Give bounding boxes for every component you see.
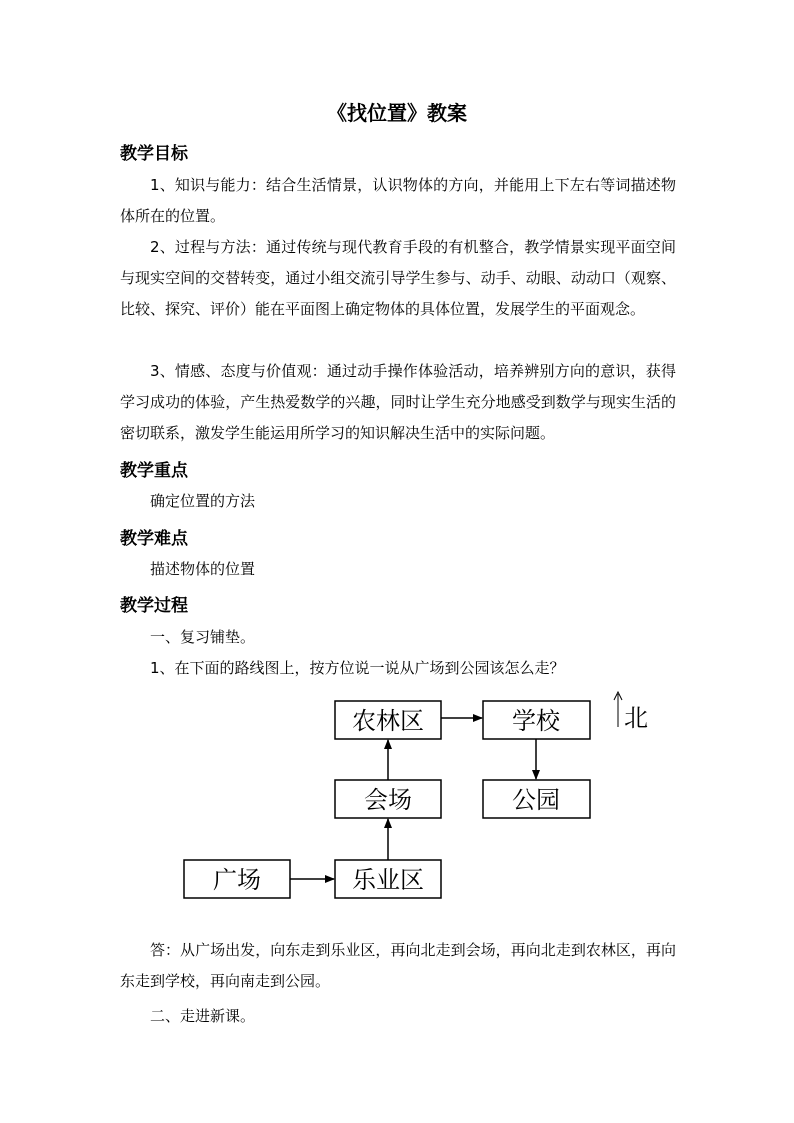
box-square-label: 广场 (213, 866, 261, 894)
box-nonglin-label: 农林区 (352, 707, 424, 735)
difficulty-text: 描述物体的位置 (150, 560, 256, 578)
box-leye (335, 860, 441, 898)
objective-item-2: 2、过程与方法：通过传统与现代教育手段的有机整合，教学情景实现平面空间与现实空间的交替转变，通过小组交流引导学生参与、动手、动眼、动动口（观察、比较、探究、评价）能在平面图上确定物体的具体位置，发展学生的平面观念。 (120, 238, 676, 318)
box-meeting-label: 会场 (364, 786, 412, 814)
document-title: 《找位置》教案 (327, 101, 467, 125)
key-point-heading: 教学重点 (120, 461, 188, 481)
box-school (483, 701, 590, 739)
objective-item-1: 1、知识与能力：结合生活情景，认识物体的方向，并能用上下左右等词描述物体所在的位置。 (120, 176, 676, 225)
box-park (483, 780, 590, 818)
key-point-text: 确定位置的方法 (150, 492, 256, 510)
box-square (184, 860, 290, 898)
objectives-heading: 教学目标 (120, 144, 188, 164)
box-leye-label: 乐业区 (352, 866, 424, 894)
difficulty-heading: 教学难点 (120, 529, 188, 549)
process-step-2: 二、走进新课。 (150, 1007, 256, 1025)
process-heading: 教学过程 (120, 596, 188, 616)
process-step-1: 一、复习铺垫。 (150, 628, 256, 646)
objective-item-3: 3、情感、态度与价值观：通过动手操作体验活动，培养辨别方向的意识，获得学习成功的体验，产生热爱数学的兴趣，同时让学生充分地感受到数学与现实生活的密切联系，激发学生能运用所学习的知识解决生活中的实际问题。 (120, 362, 676, 442)
box-school-label: 学校 (512, 707, 560, 735)
north-label: 北 (624, 704, 648, 732)
box-meeting (335, 780, 441, 818)
process-answer: 答：从广场出发，向东走到乐业区，再向北走到会场，再向北走到农林区，再向东走到学校，再向南走到公园。 (120, 941, 676, 990)
process-question: 1、在下面的路线图上，按方位说一说从广场到公园该怎么走？ (150, 659, 565, 677)
box-nonglin (335, 701, 441, 739)
box-park-label: 公园 (512, 786, 560, 814)
